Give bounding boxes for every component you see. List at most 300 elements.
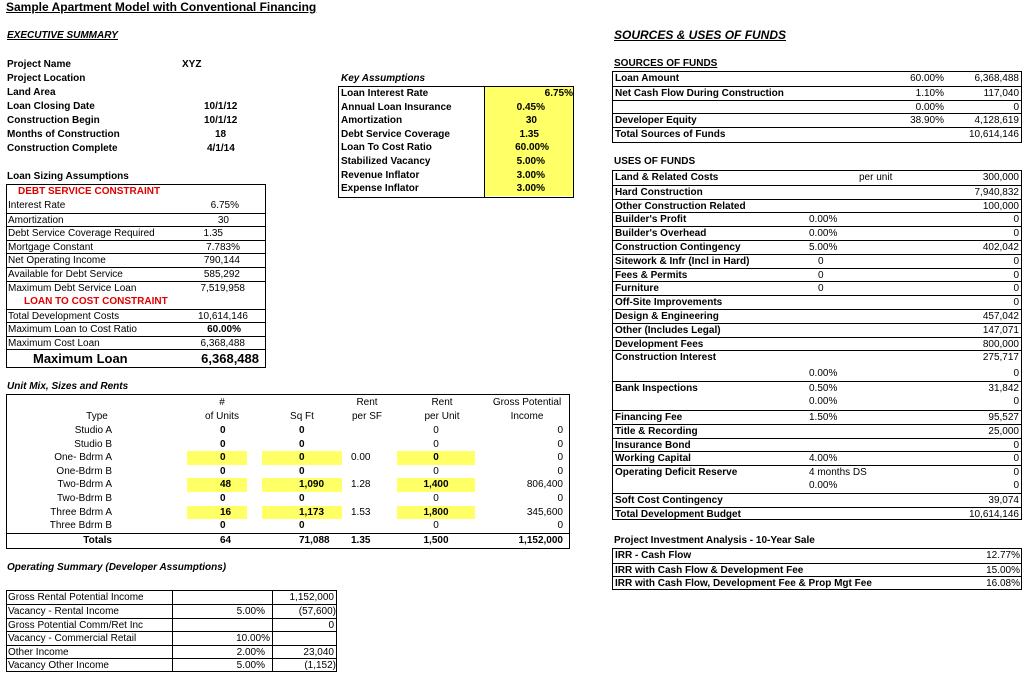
exec-label: Loan Closing Date (7, 101, 95, 112)
table-row (613, 295, 1021, 310)
use-label: Total Development Budget (615, 508, 741, 520)
unit-type: Totals (83, 534, 112, 546)
table-row (613, 268, 1021, 283)
table-row (613, 113, 1021, 128)
os-value: 23,040 (303, 646, 334, 658)
table-row (7, 604, 336, 619)
unit-units: 0 (220, 520, 226, 532)
table-row (339, 87, 573, 101)
ls-label: Total Development Costs (8, 310, 120, 322)
max-loan-label: Maximum Loan (33, 351, 128, 367)
unit-units: 0 (220, 465, 226, 477)
source-pct: 0.00% (915, 101, 944, 113)
table-row (613, 309, 1021, 324)
table-row (7, 226, 265, 241)
ka-value[interactable] (485, 101, 573, 115)
use-label: Off-Site Improvements (615, 297, 723, 309)
unit-rent-sf: 0.00 (351, 452, 371, 464)
use-mid: 0.00% (809, 480, 838, 491)
ka-value-text: 5.00% (516, 156, 545, 167)
use-value: 0 (1013, 368, 1019, 379)
table-row (613, 465, 1021, 480)
table-row (613, 438, 1021, 453)
max-loan-value: 6,368,488 (201, 351, 259, 367)
ls-label: Interest Rate (8, 200, 66, 211)
ls-value: 7.783% (206, 241, 240, 253)
unit-gpi: 0 (557, 520, 563, 532)
table-row (7, 114, 267, 128)
unit-sqft: 0 (299, 520, 305, 532)
use-label: Construction Contingency (615, 242, 741, 253)
use-value: 300,000 (982, 172, 1019, 183)
unit-units: 0 (220, 493, 226, 504)
use-label: Builder's Profit (615, 214, 687, 226)
unit-units: 64 (220, 534, 232, 546)
source-value: 4,128,619 (974, 115, 1019, 127)
os-pct: 5.00% (236, 606, 265, 618)
table-row (339, 114, 573, 128)
use-value: 0 (1013, 467, 1019, 478)
table-row (7, 213, 265, 228)
table-row (339, 155, 573, 169)
os-label: Vacancy - Rental Income (8, 606, 119, 618)
use-label: Hard Construction (615, 186, 703, 198)
use-value: 800,000 (982, 338, 1019, 350)
use-mid: 0.00% (809, 228, 838, 240)
use-mid: 0.00% (809, 368, 838, 379)
col-header: Type (86, 410, 108, 422)
table-row (613, 549, 1021, 563)
use-label: Other (Includes Legal) (615, 324, 721, 336)
table-row (7, 128, 267, 142)
ka-label: Annual Loan Insurance (341, 101, 452, 113)
source-value: 10,614,146 (968, 129, 1019, 141)
ls-value: 60.00% (207, 324, 241, 336)
exec-value: 10/1/12 (204, 115, 238, 126)
table-row (613, 199, 1021, 214)
use-value: 25,000 (988, 425, 1019, 437)
unit-sqft[interactable]: 1,090 (262, 478, 342, 492)
unit-sqft[interactable]: 0 (262, 451, 342, 465)
use-value: 7,940,832 (974, 186, 1019, 198)
unit-mix-header-2 (7, 410, 569, 424)
table-row (613, 350, 1021, 365)
unit-gpi: 806,400 (526, 479, 563, 491)
key-assumptions-table (338, 86, 574, 198)
unit-units[interactable]: 16 (187, 506, 247, 520)
exec-label: Construction Complete (7, 143, 118, 154)
unit-sqft[interactable]: 1,173 (262, 506, 342, 520)
investment-heading: Project Investment Analysis - 10-Year Sale (614, 535, 815, 546)
use-label: Furniture (615, 283, 659, 295)
max-loan-row (7, 349, 265, 367)
ls-label: Maximum Cost Loan (8, 337, 100, 349)
ka-label: Loan To Cost Ratio (341, 142, 432, 154)
unit-rent-unit: 0 (433, 493, 439, 504)
col-header: Rent (431, 397, 453, 408)
ls-value: 10,614,146 (197, 310, 248, 322)
unit-type: Three Bdrm B (49, 520, 112, 532)
ls-label: Maximum Loan to Cost Ratio (8, 324, 137, 336)
ka-label: Expense Inflator (341, 183, 419, 195)
use-label: Design & Engineering (615, 311, 719, 322)
col-header: per Unit (424, 410, 460, 422)
exec-label: Project Location (7, 73, 86, 84)
col-header: Gross Potential (492, 397, 562, 408)
table-row (339, 141, 573, 155)
os-pct: 5.00% (236, 660, 265, 671)
os-value: (57,600) (298, 606, 336, 618)
unit-rent-sf (349, 424, 399, 438)
use-mid: 4.00% (809, 453, 838, 464)
use-label: Title & Recording (615, 425, 698, 437)
table-row (7, 322, 265, 337)
use-label: Builder's Overhead (615, 228, 707, 240)
ka-value[interactable] (485, 155, 573, 169)
use-value: 0 (1013, 439, 1019, 451)
key-assumptions-heading: Key Assumptions (341, 73, 426, 84)
exec-value: XYZ (182, 59, 202, 70)
unit-rent-sf (349, 438, 399, 452)
table-row (7, 281, 265, 296)
unit-rent-unit: 1,500 (423, 534, 449, 546)
unit-rent-unit[interactable]: 1,800 (397, 506, 475, 520)
ka-value[interactable] (485, 169, 573, 183)
table-row (7, 199, 265, 213)
table-row (613, 86, 1021, 101)
table-row (7, 142, 267, 156)
investment-table (612, 548, 1022, 590)
unit-units[interactable]: 0 (187, 451, 247, 465)
table-row (613, 240, 1021, 255)
os-label: Gross Rental Potential Income (8, 592, 144, 603)
debt-constraint-label: DEBT SERVICE CONSTRAINT (18, 186, 161, 197)
use-label: Soft Cost Contingency (615, 494, 723, 506)
use-label: Operating Deficit Reserve (615, 467, 738, 478)
use-label: Fees & Permits (615, 269, 688, 281)
source-label: Net Cash Flow During Construction (615, 87, 784, 99)
table-row (7, 492, 569, 506)
table-row (613, 127, 1021, 142)
os-value: 1,152,000 (289, 592, 334, 603)
table-row (613, 323, 1021, 338)
source-pct: 1.10% (915, 87, 944, 99)
unit-mix-heading: Unit Mix, Sizes and Rents (7, 381, 129, 392)
os-value: 0 (328, 619, 334, 631)
unit-sqft: 0 (299, 438, 305, 450)
ka-label: Revenue Inflator (341, 169, 420, 181)
table-row (613, 493, 1021, 508)
table-row (7, 424, 569, 438)
unit-gpi: 1,152,000 (518, 534, 563, 546)
table-row (7, 86, 267, 100)
unit-rent-sf: 1.53 (351, 506, 371, 518)
unit-rent-sf: 1.28 (351, 479, 371, 491)
inv-value: 16.08% (986, 578, 1020, 590)
uses-heading: USES OF FUNDS (614, 156, 696, 167)
use-value: 0 (1013, 283, 1019, 295)
os-pct (173, 591, 265, 605)
ls-label: Mortgage Constant (8, 241, 94, 253)
unit-gpi: 345,600 (526, 506, 563, 518)
ka-value[interactable] (485, 87, 573, 101)
ls-label: Maximum Debt Service Loan (8, 282, 137, 294)
col-header: # (219, 397, 225, 408)
unit-type: One-Bdrm B (56, 465, 112, 477)
loan-sizing-heading: Loan Sizing Assumptions (7, 171, 129, 182)
table-row (339, 169, 573, 183)
ls-value: 6.75% (210, 200, 239, 211)
exec-value: 10/1/12 (204, 101, 238, 112)
table-row (7, 58, 267, 72)
ka-value-text: 6.75% (544, 88, 573, 99)
ka-value[interactable] (485, 182, 573, 196)
use-value: 100,000 (982, 200, 1019, 212)
exec-label: Months of Construction (7, 129, 120, 140)
table-row (613, 72, 1021, 86)
unit-sqft: 0 (299, 425, 305, 436)
unit-sqft: 0 (299, 493, 305, 504)
unit-type: Studio A (74, 425, 112, 436)
unit-sqft: 0 (299, 465, 305, 477)
source-label: Total Sources of Funds (615, 129, 726, 141)
use-mid: 5.00% (809, 242, 838, 253)
operating-summary-table (6, 590, 337, 672)
use-mid: 0.00% (809, 214, 838, 226)
use-label: Development Fees (615, 338, 704, 350)
table-row (7, 438, 569, 452)
unit-sqft: 71,088 (299, 534, 330, 546)
source-pct: 38.90% (910, 115, 944, 127)
use-value: 0 (1013, 214, 1019, 226)
use-label: Insurance Bond (615, 439, 691, 451)
table-row (339, 101, 573, 115)
use-value: 0 (1013, 480, 1019, 491)
use-value: 10,614,146 (968, 508, 1019, 520)
ka-value-text: 0.45% (516, 101, 545, 113)
per-unit-label: per unit (859, 172, 893, 183)
table-row (7, 631, 336, 646)
col-header: of Units (205, 410, 239, 422)
ka-value[interactable] (485, 141, 573, 155)
table-row (613, 451, 1021, 466)
unit-mix-table (6, 394, 570, 549)
table-row (613, 281, 1021, 296)
os-label: Other Income (8, 646, 69, 658)
col-header: Income (510, 410, 544, 422)
use-label: Sitework & Infr (Incl in Hard) (615, 255, 750, 267)
table-row (613, 171, 1021, 185)
inv-label: IRR with Cash Flow & Development Fee (615, 564, 804, 576)
use-value: 0 (1013, 396, 1019, 407)
table-row (7, 253, 265, 268)
table-row (7, 100, 267, 114)
table-row (613, 576, 1021, 591)
use-value: 275,717 (982, 352, 1019, 364)
table-row (7, 519, 569, 533)
table-row (7, 240, 265, 255)
unit-rent-sf (349, 519, 399, 533)
os-label: Gross Potential Comm/Ret Inc (8, 619, 144, 631)
use-value: 147,071 (982, 324, 1019, 336)
use-mid: 0.50% (809, 383, 838, 394)
table-row (7, 336, 265, 351)
unit-rent-unit: 0 (433, 520, 439, 532)
table-row (7, 451, 569, 465)
use-value: 0 (1013, 453, 1019, 464)
table-row (613, 212, 1021, 227)
unit-rent-unit: 0 (433, 425, 439, 436)
ka-label: Loan Interest Rate (341, 88, 429, 99)
unit-rent-unit: 0 (433, 438, 439, 450)
unit-type: One- Bdrm A (54, 452, 112, 464)
exec-label: Construction Begin (7, 115, 100, 126)
table-row (613, 100, 1021, 115)
source-value: 0 (1013, 101, 1019, 113)
col-header: Sq Ft (290, 410, 314, 422)
col-header: per SF (351, 410, 382, 422)
exec-label: Land Area (7, 87, 56, 98)
ls-value: 30 (217, 214, 229, 226)
table-row (613, 185, 1021, 200)
sources-table (612, 71, 1022, 143)
inv-label: IRR - Cash Flow (615, 550, 692, 561)
table-row (613, 424, 1021, 439)
table-row (613, 226, 1021, 241)
unit-gpi: 0 (557, 452, 563, 464)
table-row (613, 507, 1021, 522)
use-value: 0 (1013, 297, 1019, 309)
exec-label: Project Name (7, 59, 71, 70)
exec-value: 18 (215, 129, 227, 140)
use-value: 0 (1013, 228, 1019, 240)
table-row (613, 337, 1021, 352)
source-value: 6,368,488 (974, 73, 1019, 84)
use-label: Land & Related Costs (615, 172, 719, 183)
unit-units: 0 (220, 438, 226, 450)
use-value: 0 (1013, 255, 1019, 267)
use-mid: 1.50% (809, 411, 838, 423)
ls-value: 6,368,488 (200, 337, 245, 349)
source-pct (883, 128, 944, 142)
os-pct: 2.00% (236, 646, 265, 658)
table-row (7, 267, 265, 282)
ls-label: Amortization (8, 214, 64, 226)
ls-label: Available for Debt Service (8, 269, 123, 280)
table-row (7, 618, 336, 633)
unit-type: Two-Bdrm B (56, 493, 112, 504)
uses-table (612, 170, 1022, 520)
table-row (7, 506, 569, 520)
sources-uses-heading: SOURCES & USES OF FUNDS (614, 28, 787, 42)
table-row (613, 410, 1021, 425)
unit-gpi: 0 (557, 493, 563, 504)
ka-value[interactable] (485, 114, 573, 128)
col-header: Rent (356, 397, 378, 408)
exec-summary-heading: EXECUTIVE SUMMARY (7, 30, 118, 41)
use-mid: 0 (818, 255, 824, 267)
source-pct: 60.00% (910, 73, 944, 84)
use-mid: 0 (818, 269, 824, 281)
source-label: Loan Amount (615, 73, 680, 84)
sources-heading: SOURCES OF FUNDS (614, 58, 718, 69)
unit-type: Three Bdrm A (50, 506, 112, 518)
cost-constraint-label: LOAN TO COST CONSTRAINT (24, 295, 168, 307)
table-row (7, 645, 336, 660)
unit-mix-header-1 (7, 396, 569, 410)
unit-type: Two-Bdrm A (57, 479, 112, 491)
ka-label: Stabilized Vacancy (341, 156, 431, 167)
inv-value: 15.00% (986, 564, 1020, 576)
ls-value: 585,292 (203, 269, 240, 280)
table-row (7, 658, 336, 673)
use-value: 31,842 (988, 383, 1019, 394)
os-label: Vacancy Other Income (8, 660, 109, 671)
ka-label: Amortization (341, 115, 403, 127)
unit-rent-unit[interactable]: 1,400 (397, 478, 475, 492)
unit-rent-sf (349, 492, 399, 506)
ls-value: 7,519,958 (200, 282, 245, 294)
ka-value-text: 3.00% (516, 183, 545, 195)
ka-label: Debt Service Coverage (341, 128, 450, 140)
os-pct: 10.00% (236, 633, 270, 645)
unit-rent-sf: 1.35 (351, 534, 371, 546)
ka-value-text: 60.00% (515, 142, 549, 154)
table-row (7, 72, 267, 86)
ls-value: 1.35 (203, 228, 223, 240)
inv-value: 12.77% (986, 550, 1020, 561)
source-label: Developer Equity (615, 115, 697, 127)
use-label: Other Construction Related (615, 200, 746, 212)
unit-units[interactable]: 48 (187, 478, 247, 492)
ka-value[interactable] (485, 128, 573, 142)
unit-rent-sf (349, 465, 399, 479)
use-label: Bank Inspections (615, 383, 698, 394)
os-value: (1,152) (304, 660, 336, 671)
unit-rent-unit[interactable]: 0 (397, 451, 475, 465)
table-row (7, 478, 569, 492)
ls-label: Net Operating Income (8, 255, 106, 267)
table-row (339, 128, 573, 142)
table-row (613, 367, 1021, 381)
use-value: 39,074 (988, 494, 1019, 506)
use-mid: 4 months DS (809, 467, 867, 478)
source-value: 117,040 (983, 87, 1019, 99)
inv-label: IRR with Cash Flow, Development Fee & Prop Mgt Fee (615, 578, 872, 590)
use-label: Construction Interest (615, 352, 717, 364)
totals-row (7, 533, 569, 548)
loan-sizing-table (6, 184, 266, 368)
debt-constraint-heading (7, 185, 265, 199)
use-value: 457,042 (982, 311, 1019, 322)
table-row (613, 563, 1021, 578)
unit-units: 0 (220, 425, 226, 436)
ka-value-text: 3.00% (516, 169, 545, 181)
use-value: 402,042 (982, 242, 1019, 253)
unit-type: Studio B (74, 438, 112, 450)
table-row (613, 395, 1021, 409)
operating-summary-heading: Operating Summary (Developer Assumptions) (7, 562, 227, 573)
table-row (339, 182, 573, 196)
use-mid: 0.00% (809, 396, 838, 407)
unit-gpi: 0 (557, 438, 563, 450)
use-value: 0 (1013, 269, 1019, 281)
table-row (613, 254, 1021, 269)
table-row (613, 381, 1021, 396)
ka-value-text: 1.35 (519, 128, 539, 140)
use-label: Working Capital (615, 453, 691, 464)
use-mid: 0 (818, 283, 824, 295)
